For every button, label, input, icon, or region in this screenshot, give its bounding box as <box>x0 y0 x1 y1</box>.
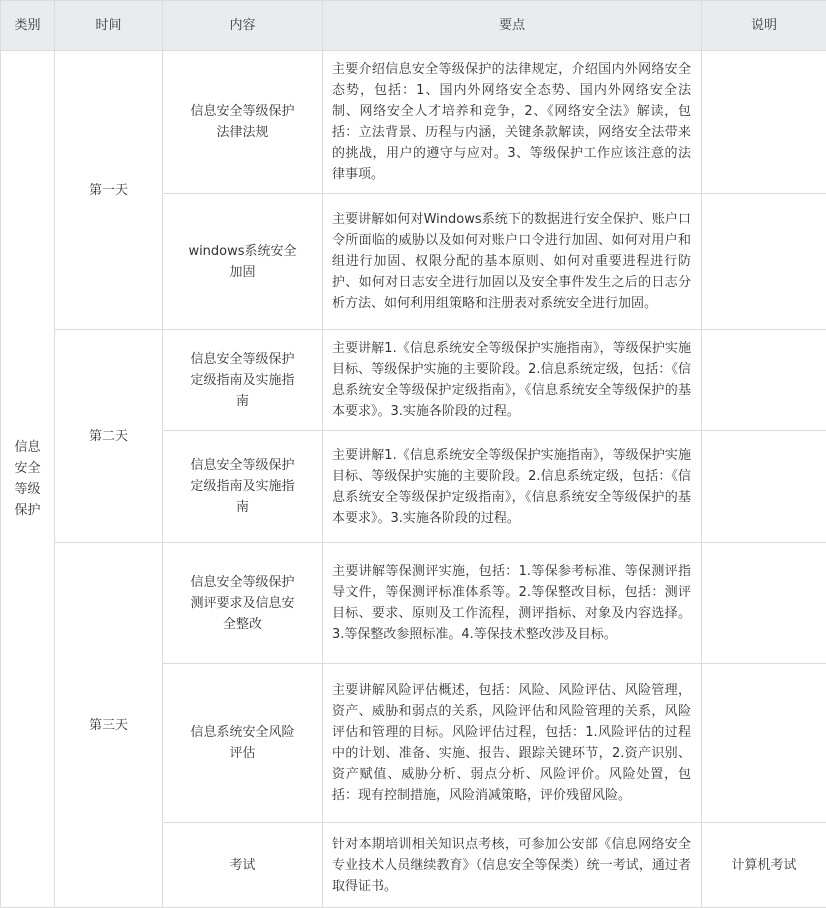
table-row <box>1 330 826 431</box>
content-cell: 信息安全等级保护定级指南及实施指南 <box>163 431 323 543</box>
points-cell: 主要讲解1.《信息系统安全等级保护实施指南》，等级保护实施目标、等级保护实施的主要阶段。2.信息系统定级，包括：《信息系统安全等级保护定级指南》，《信息系统安全等级保护的基本要求》。3.实施各阶段的过程。 <box>323 330 702 431</box>
header-category: 类别 <box>1 1 55 51</box>
points-cell: 主要介绍信息安全等级保护的法律规定，介绍国内外网络安全态势，包括：1、国内外网络安全态势、国内外网络安全法制、网络安全人才培养和竞争，2、《网络安全法》解读，包括：立法背景、历程与内涵，关键条款解读，网络安全法带来的挑战，用户的遵守与应对。3、等级保护工作应该注意的法律事项。 <box>323 51 702 194</box>
table-header-row <box>1 1 826 51</box>
header-points: 要点 <box>323 1 702 51</box>
day-cell-1: 第一天 <box>55 51 163 330</box>
header-note: 说明 <box>702 1 826 51</box>
content-cell: windows系统安全加固 <box>163 194 323 330</box>
table-row <box>1 543 826 664</box>
points-cell: 主要讲解如何对Windows系统下的数据进行安全保护、账户口令所面临的威胁以及如何对账户口令进行加固、如何对用户和组进行加固、权限分配的基本原则、如何对重要进程进行防护、如何对日志安全进行加固以及安全事件发生之后的日志分析方法、如何利用组策略和注册表对系统安全进行加固。 <box>323 194 702 330</box>
points-cell: 主要讲解1.《信息系统安全等级保护实施指南》，等级保护实施目标、等级保护实施的主要阶段。2.信息系统定级，包括：《信息系统安全等级保护定级指南》，《信息系统安全等级保护的基本要求》。3.实施各阶段的过程。 <box>323 431 702 543</box>
note-cell <box>702 330 826 431</box>
day-cell-3: 第三天 <box>55 543 163 908</box>
note-cell <box>702 194 826 330</box>
points-cell: 主要讲解风险评估概述，包括：风险、风险评估、风险管理，资产、威胁和弱点的关系，风险评估和风险管理的关系，风险评估和管理的目标。风险评估过程，包括：1.风险评估的过程中的计划、准备、实施、报告、跟踪关键环节，2.资产识别、资产赋值、威胁分析、弱点分析、风险评价。风险处置，包括：现有控制措施，风险消减策略，评价残留风险。 <box>323 664 702 823</box>
content-cell: 信息安全等级保护法律法规 <box>163 51 323 194</box>
note-cell <box>702 543 826 664</box>
note-cell <box>702 431 826 543</box>
note-cell: 计算机考试 <box>702 823 826 908</box>
note-cell <box>702 51 826 194</box>
category-cell: 信息安全等级保护 <box>1 51 55 908</box>
points-cell: 主要讲解等保测评实施，包括：1.等保参考标准、等保测评指导文件，等保测评标准体系等。2.等保整改目标，包括：测评目标、要求、原则及工作流程，测评指标、对象及内容选择。3.等保整改参照标准。4.等保技术整改涉及目标。 <box>323 543 702 664</box>
table-row <box>1 51 826 194</box>
content-cell: 信息系统安全风险评估 <box>163 664 323 823</box>
content-cell: 考试 <box>163 823 323 908</box>
content-cell: 信息安全等级保护测评要求及信息安全整改 <box>163 543 323 664</box>
points-cell: 针对本期培训相关知识点考核，可参加公安部《信息网络安全专业技术人员继续教育》（信息安全等保类）统一考试，通过者取得证书。 <box>323 823 702 908</box>
header-time: 时间 <box>55 1 163 51</box>
header-content: 内容 <box>163 1 323 51</box>
content-cell: 信息安全等级保护定级指南及实施指南 <box>163 330 323 431</box>
day-cell-2: 第二天 <box>55 330 163 543</box>
note-cell <box>702 664 826 823</box>
